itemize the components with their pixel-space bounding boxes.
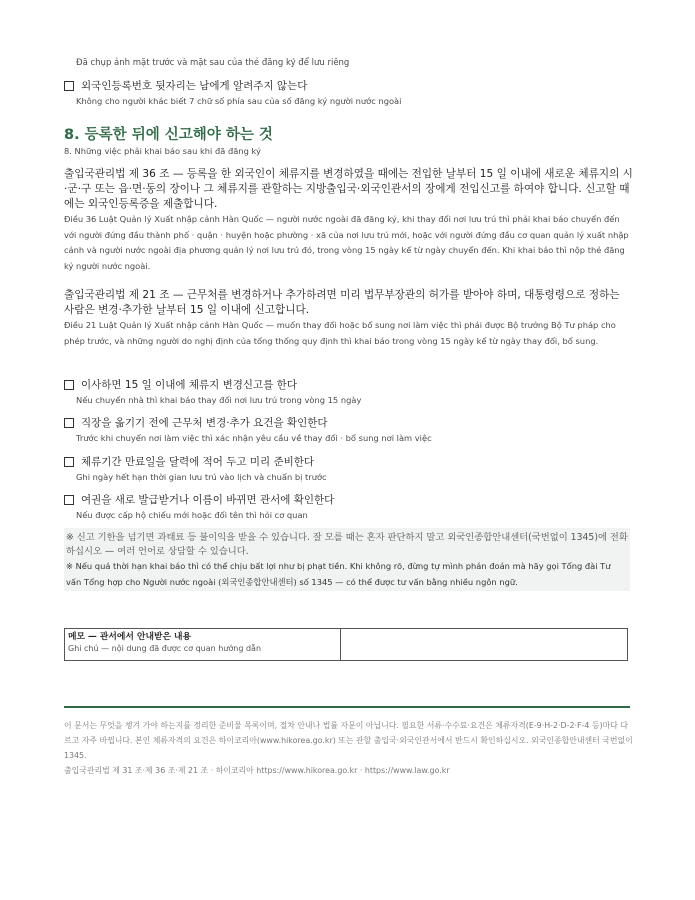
checkbox-icon[interactable] [64,380,74,390]
checklist-label: 직장을 옮기기 전에 근무처 변경·추가 요건을 확인한다 [81,417,328,429]
checkbox-icon[interactable] [64,81,74,91]
notice-translation: ※ Nếu quá thời hạn khai báo thì có thể chịu bất lợi như bị phạt tiền. Khi không rõ, đừng tự mình phán đoán mà hãy gọi Tổng đài Tư vấn Tổng hợp cho Người nước ngoài (외국인종합안내센터) số 1345 — có thể được tư vấn bằng nhiều ngôn ngữ. [66,561,611,587]
checklist-translation: Ghi ngày hết hạn thời gian lưu trú vào lịch và chuẩn bị trước [76,472,327,482]
footer-disclaimer: 이 문서는 무엇을 챙겨 가야 하는지를 정리한 준비물 목록이며, 절차 안내나 법률 자문이 아닙니다. 필요한 서류·수수료·요건은 체류자격(E-9·H-2·D-2·F-4 등)마다 다르고 자주 바뀝니다. 본인 체류자격의 요건은 하이코리아(www.hikorea.go.kr) 또는 관할 출입국·외국인관서에서 반드시 확인하십시오. 외국인종합안내센터 국번없이 1345. [64,721,633,760]
memo-input-field[interactable] [341,629,627,660]
checklist-label: 외국인등록번호 뒷자리는 남에게 알려주지 않는다 [81,80,308,92]
notice-korean: ※ 신고 기한을 넘기면 과태료 등 불이익을 받을 수 있습니다. 잘 모를 때는 혼자 판단하지 말고 외국인종합안내센터(국번없이 1345)에 전화하십시오 — 여러 언어로 상담할 수 있습니다. [66,532,628,557]
law-paragraph-36 [64,167,633,274]
checklist-translation: Nếu chuyển nhà thì khai báo thay đổi nơi lưu trú trong vòng 15 ngày [76,395,362,405]
section-subtitle: 8. Những việc phải khai báo sau khi đã đăng ký [64,146,261,156]
footer [64,718,634,778]
checklist-item-id-number [64,79,635,108]
checkbox-icon[interactable] [64,457,74,467]
memo-subtitle: Ghi chú — nội dung đã được cơ quan hướng dẫn [68,644,262,653]
paragraph-korean: 출입국관리법 제 36 조 — 등록을 한 외국인이 체류지를 변경하였을 때에는 전입한 날부터 15 일 이내에 새로운 체류지의 시·군·구 또는 읍·면·동의 장이나 그 체류지를 관할하는 지방출입국·외국인관서의 장에게 전입신고를 하여야 합니다. 신고할 때에는 외국인등록증을 제출합니다. [64,168,633,210]
memo-box [64,628,628,661]
checklist-label: 여권을 새로 발급받거나 이름이 바뀌면 관서에 확인한다 [81,494,335,506]
memo-title: 메모 — 관서에서 안내받은 내용 [68,632,192,642]
footer-divider [64,706,630,708]
paragraph-translation: Điều 36 Luật Quản lý Xuất nhập cảnh Hàn Quốc — người nước ngoài đã đăng ký, khi thay đổi nơi lưu trú thì phải khai báo chuyển đến với người đứng đầu thành phố · quận · huyện hoặc phường · xã của nơi lưu trú mới, hoặc với người đứng đầu cơ quan quản lý xuất nhập cảnh và người nước ngoài địa phương quản lý nơi lưu trú đó, trong vòng 15 ngày kể từ ngày chuyển đến. Khi khai báo thì nộp thẻ đăng ký người nước ngoài. [64,214,629,271]
checklist-label: 이사하면 15 일 이내에 체류지 변경신고를 한다 [81,379,297,391]
checklist-translation: Không cho người khác biết 7 chữ số phía sau của số đăng ký người nước ngoài [76,96,402,106]
checklist-translation: Trước khi chuyển nơi làm việc thì xác nhận yêu cầu về thay đổi · bổ sung nơi làm việc [76,433,432,443]
law-paragraph-21 [64,288,633,349]
checklist-item-move [64,378,635,407]
checklist-item-expiry [64,455,635,484]
checkbox-icon[interactable] [64,495,74,505]
paragraph-korean: 출입국관리법 제 21 조 — 근무처를 변경하거나 추가하려면 미리 법무부장관의 허가를 받아야 하며, 대통령령으로 정하는 사람은 변경·추가한 날부터 15 일 이내에 신고합니다. [64,289,620,316]
section-title: 8. 등록한 뒤에 신고해야 하는 것 [64,127,273,143]
paragraph-translation: Điều 21 Luật Quản lý Xuất nhập cảnh Hàn Quốc — muốn thay đổi hoặc bổ sung nơi làm việc thì phải được Bộ trưởng Bộ Tư pháp cho phép trước, và những người do nghị định của tổng thống quy định thì khai báo trong vòng 15 ngày kể từ ngày thay đổi, bổ sung. [64,320,616,346]
checklist-label: 체류기간 만료일을 달력에 적어 두고 미리 준비한다 [81,456,315,468]
memo-label-cell [65,629,341,660]
footer-sources: 출입국관리법 제 31 조·제 36 조·제 21 조 · 하이코리아 https://www.hikorea.go.kr · https://www.law.go.kr [64,766,450,775]
top-note: Đã chụp ảnh mặt trước và mặt sau của thẻ đăng ký để lưu riêng [76,58,350,68]
notice-box [64,528,630,591]
checkbox-icon[interactable] [64,418,74,428]
checklist-translation: Nếu được cấp hộ chiếu mới hoặc đổi tên thì hỏi cơ quan [76,510,308,520]
checklist-item-workplace [64,416,635,445]
checklist-item-passport [64,493,635,522]
